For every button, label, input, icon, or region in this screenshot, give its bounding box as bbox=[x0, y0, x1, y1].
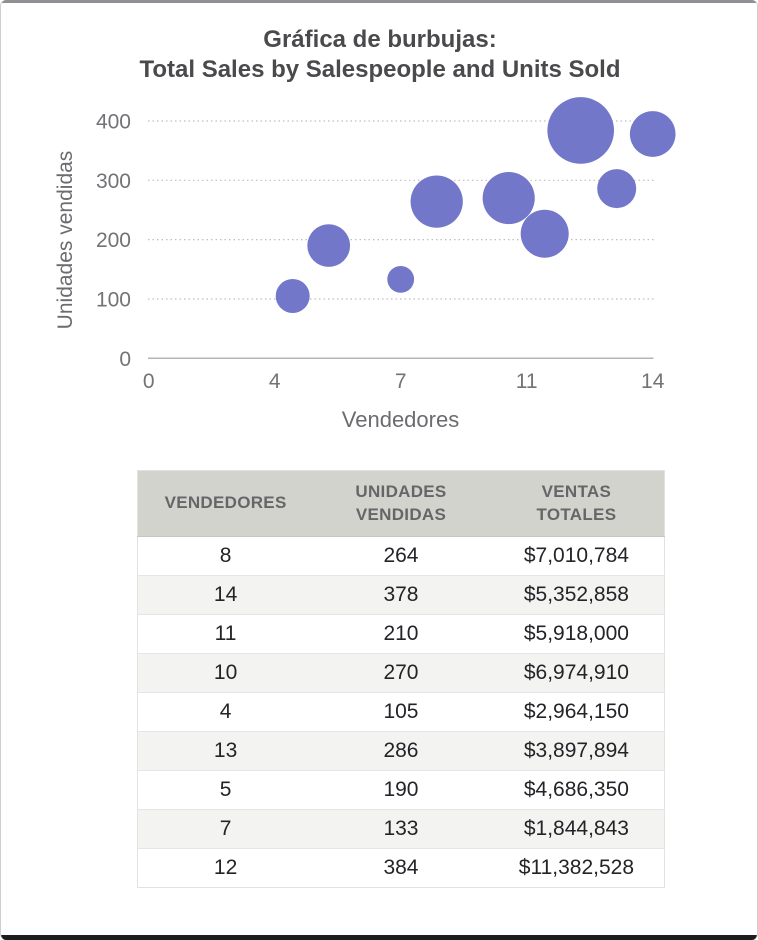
table-cell: 210 bbox=[313, 615, 489, 654]
table-cell: 286 bbox=[313, 732, 489, 771]
y-tick-label: 400 bbox=[95, 110, 131, 134]
bubble bbox=[387, 266, 414, 293]
bubble bbox=[307, 224, 350, 267]
table-cell: 12 bbox=[138, 849, 314, 888]
table-cell: $5,918,000 bbox=[489, 615, 665, 654]
table-cell: $4,686,350 bbox=[489, 771, 665, 810]
table-cell: 270 bbox=[313, 654, 489, 693]
x-tick-label: 7 bbox=[394, 370, 407, 393]
table-cell: $2,964,150 bbox=[489, 693, 665, 732]
table-row bbox=[138, 732, 665, 771]
bubble bbox=[597, 169, 636, 208]
bubble bbox=[547, 97, 614, 164]
table-cell: 190 bbox=[313, 771, 489, 810]
table-cell: 4 bbox=[138, 693, 314, 732]
table-cell: $11,382,528 bbox=[489, 849, 665, 888]
table-row bbox=[138, 537, 665, 576]
x-tick-label: 14 bbox=[641, 370, 665, 393]
table-header-row bbox=[138, 471, 665, 537]
table-row bbox=[138, 849, 665, 888]
table-cell: $6,974,910 bbox=[489, 654, 665, 693]
x-tick-label: 4 bbox=[268, 370, 281, 393]
y-tick-label: 0 bbox=[119, 347, 131, 371]
table-cell: 8 bbox=[138, 537, 314, 576]
table-cell: 13 bbox=[138, 732, 314, 771]
y-tick-label: 300 bbox=[95, 169, 131, 193]
chart-plot-area bbox=[1, 0, 758, 460]
table-cell: 5 bbox=[138, 771, 314, 810]
bottom-edge-bar bbox=[1, 935, 757, 940]
table-cell: 10 bbox=[138, 654, 314, 693]
column-header: VENTAS TOTALES bbox=[489, 471, 665, 537]
table-row bbox=[138, 771, 665, 810]
bubble bbox=[276, 279, 310, 313]
column-header: VENDEDORES bbox=[138, 471, 314, 537]
table-cell: $3,897,894 bbox=[489, 732, 665, 771]
y-tick-label: 200 bbox=[95, 229, 131, 253]
table-cell: $5,352,858 bbox=[489, 576, 665, 615]
table-cell: 133 bbox=[313, 810, 489, 849]
data-table bbox=[137, 470, 665, 888]
chart-title-line2: Total Sales by Salespeople and Units Sold bbox=[139, 56, 621, 83]
table-cell: 14 bbox=[138, 576, 314, 615]
column-header: UNIDADES VENDIDAS bbox=[313, 471, 489, 537]
bubble bbox=[411, 176, 463, 228]
y-axis-title: Unidades vendidas bbox=[54, 150, 77, 330]
bubble bbox=[483, 172, 535, 224]
table-cell: 11 bbox=[138, 615, 314, 654]
bubble bbox=[521, 210, 569, 258]
table-row bbox=[138, 576, 665, 615]
table-cell: 378 bbox=[313, 576, 489, 615]
bubble bbox=[630, 111, 676, 157]
x-tick-label: 0 bbox=[142, 370, 155, 393]
table-cell: $1,844,843 bbox=[489, 810, 665, 849]
table-row bbox=[138, 693, 665, 732]
y-tick-label: 100 bbox=[95, 288, 131, 312]
table-cell: 105 bbox=[313, 693, 489, 732]
table-row bbox=[138, 810, 665, 849]
table-cell: 264 bbox=[313, 537, 489, 576]
table-cell: $7,010,784 bbox=[489, 537, 665, 576]
table-row bbox=[138, 615, 665, 654]
table-row bbox=[138, 654, 665, 693]
x-axis-title: Vendedores bbox=[341, 407, 460, 432]
table-cell: 7 bbox=[138, 810, 314, 849]
x-tick-label: 11 bbox=[515, 370, 538, 393]
chart-title-line1: Gráfica de burbujas: bbox=[263, 26, 497, 53]
table-cell: 384 bbox=[313, 849, 489, 888]
